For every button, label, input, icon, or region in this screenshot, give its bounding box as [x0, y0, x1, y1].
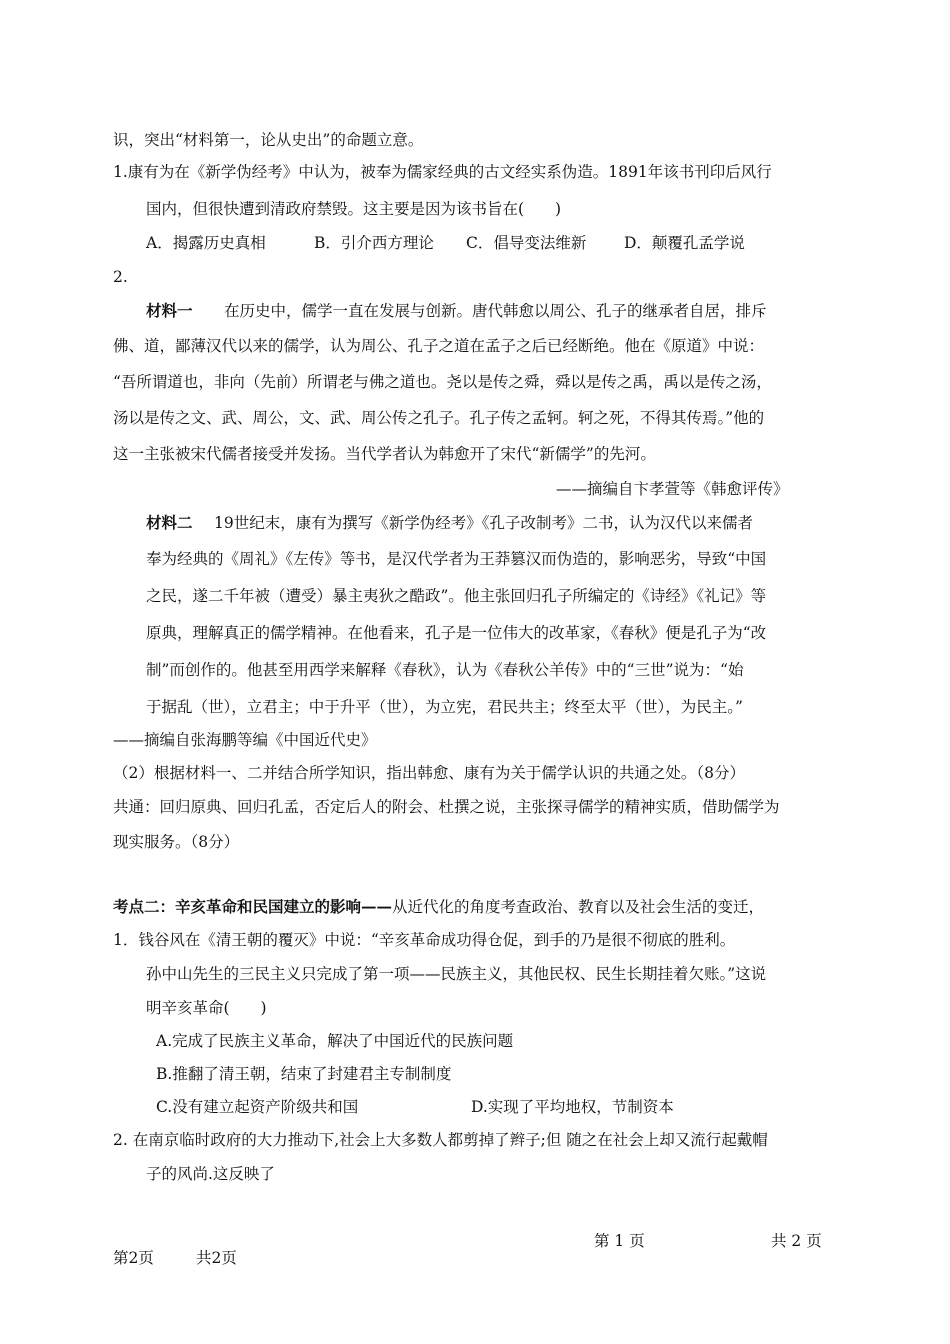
kp2-q1-option-a: A.完成了民族主义革命，解决了中国近代的民族问题: [156, 1032, 514, 1050]
kp2-q2-line2: 子的风尚.这反映了: [146, 1165, 275, 1183]
q2-answer-line2: 现实服务。（8分）: [113, 833, 240, 851]
q1-option-d: D．颠覆孔孟学说: [624, 234, 745, 252]
q1-text-line1: 1.康有为在《新学伪经考》中认为，被奉为儒家经典的古文经实系伪造。1891年该书刊印后风行: [113, 163, 772, 181]
material2-label: 材料二: [146, 513, 193, 532]
q2-number: 2.: [113, 268, 128, 286]
material2-line: 于据乱（世），立君主；中于升平（世），为立宪，君民共主；终至太平（世），为民主。”: [146, 698, 743, 716]
kp2-q1-line3: 明辛亥革命( ): [146, 999, 267, 1017]
material1-line: 汤以是传之文、武、周公，文、武、周公传之孔子。孔子传之孟轲。轲之死，不得其传焉。”他的: [113, 409, 765, 427]
kp2-q1-line1: 1．钱谷风在《清王朝的覆灭》中说：“辛亥革命成功得仓促，到手的乃是很不彻底的胜利。: [113, 931, 736, 949]
footer-page-number: 第 1 页: [594, 1232, 645, 1250]
q2-answer-line1: 共通：回归原典、回归孔孟，否定后人的附会、杜撰之说，主张探寻儒学的精神实质，借助儒学为: [113, 798, 780, 816]
material1-line: 在历史中，儒学一直在发展与创新。唐代韩愈以周公、孔子的继承者自居，排斥: [224, 302, 767, 320]
kp2-q1-option-d: D.实现了平均地权，节制资本: [471, 1098, 674, 1116]
material2-line: 19世纪末，康有为撰写《新学伪经考》《孔子改制考》二书，认为汉代以来儒者: [214, 514, 753, 532]
q1-option-c: C．倡导变法维新: [466, 234, 587, 252]
intro-line: 识，突出“材料第一，论从史出”的命题立意。: [113, 131, 424, 149]
key-point-2-title: 考点二：辛亥革命和民国建立的影响——: [113, 897, 393, 916]
kp2-q1-option-b: B.推翻了清王朝，结束了封建君主专制制度: [156, 1065, 452, 1083]
material1-line: 佛、道，鄙薄汉代以来的儒学，认为周公、孔子之道在孟子之后已经断绝。他在《原道》中说：: [113, 337, 765, 355]
material2-line: 原典，理解真正的儒学精神。在他看来，孔子是一位伟大的改革家，《春秋》便是孔子为“改: [146, 624, 767, 642]
key-point-2-description: 从近代化的角度考查政治、教育以及社会生活的变迁，: [392, 898, 765, 916]
material1-line: 这一主张被宋代儒者接受并发扬。当代学者认为韩愈开了宋代“新儒学”的先河。: [113, 445, 656, 463]
q1-option-a: A．揭露历史真相: [146, 234, 266, 252]
q2-question: （2）根据材料一、二并结合所学知识，指出韩愈、康有为关于儒学认识的共通之处。（8分）: [113, 764, 745, 782]
material2-line: 制”而创作的。他甚至用西学来解释《春秋》，认为《春秋公羊传》中的“三世”说为：“始: [146, 661, 744, 679]
material1-line: “吾所谓道也，非向（先前）所谓老与佛之道也。尧以是传之舜，舜以是传之禹，禹以是传之汤，: [113, 373, 772, 391]
material1-source: ——摘编自卞孝萱等《韩愈评传》: [556, 480, 789, 498]
kp2-q2-line1: 2. 在南京临时政府的大力推动下,社会上大多数人都剪掉了辫子;但 随之在社会上却又流行起戴帽: [113, 1131, 768, 1149]
material1-label: 材料一: [146, 301, 193, 320]
material2-source: ——摘编自张海鹏等编《中国近代史》: [113, 731, 377, 749]
material2-line: 之民，遂二千年被（遭受）暴主夷狄之酷政”。他主张回归孔子所编定的《诗经》《礼记》等: [146, 587, 767, 605]
key-point-2-heading: [113, 897, 764, 917]
q1-text-line2: 国内，但很快遭到清政府禁毁。这主要是因为该书旨在( ): [146, 200, 562, 218]
kp2-q1-line2: 孙中山先生的三民主义只完成了第一项——民族主义，其他民权、民生长期挂着欠账。”这说: [146, 965, 767, 983]
footer-total-pages: 共 2 页: [771, 1232, 822, 1250]
q1-option-b: B．引介西方理论: [314, 234, 434, 252]
material2-line: 奉为经典的《周礼》《左传》等书，是汉代学者为王莽篡汉而伪造的，影响恶劣，导致“中国: [146, 550, 767, 568]
kp2-q1-option-c: C.没有建立起资产阶级共和国: [156, 1098, 359, 1116]
footer-total-pages-secondary: 共2页: [196, 1249, 237, 1267]
footer-page-number-secondary: 第2页: [113, 1249, 154, 1267]
